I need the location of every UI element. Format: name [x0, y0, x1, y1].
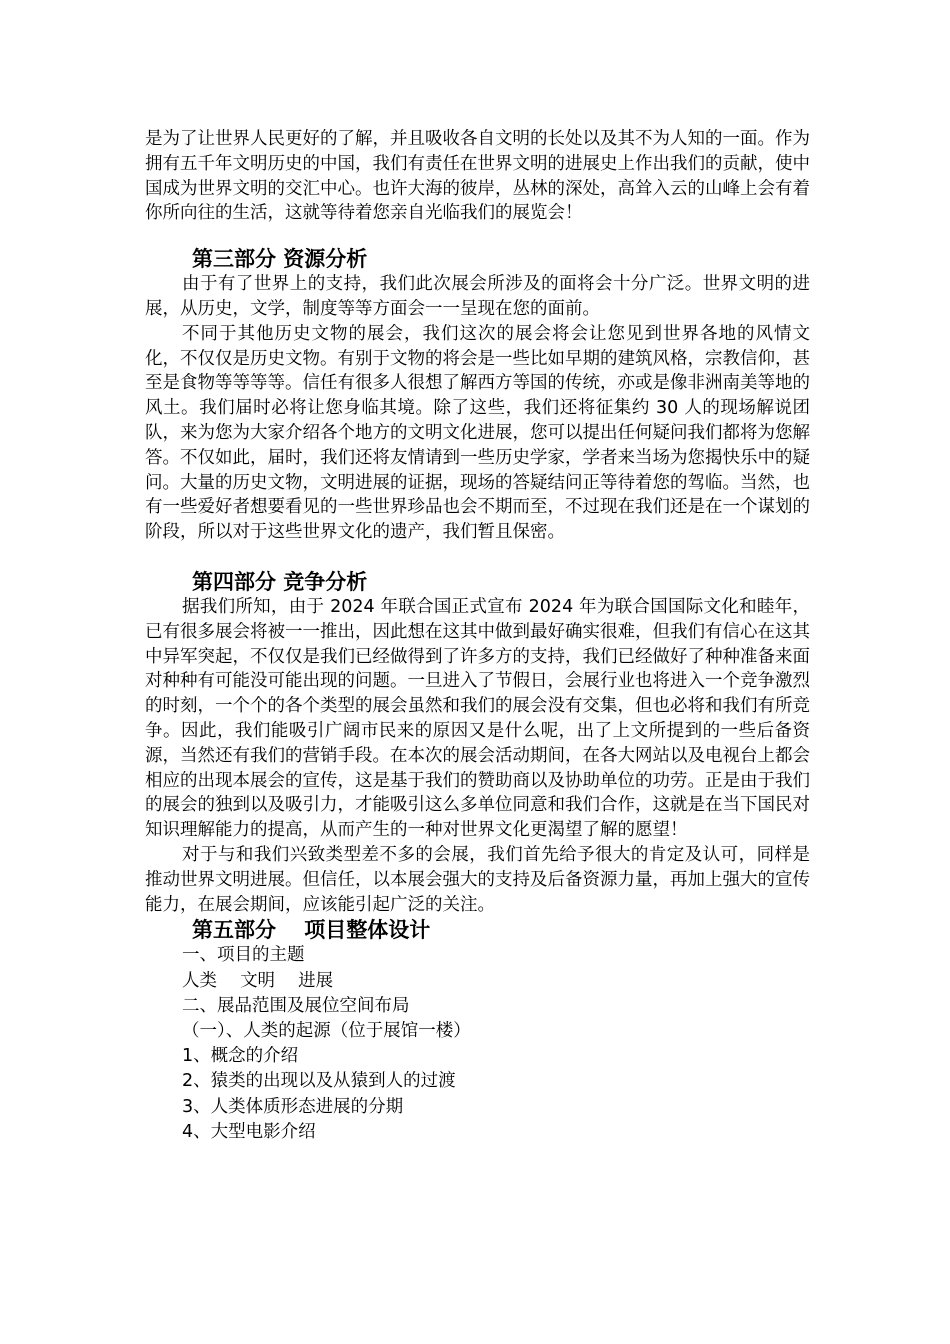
- section5-heading: 第五部分 项目整体设计: [192, 918, 431, 943]
- section5-item-scope-title: 二、展品范围及展位空间布局: [182, 995, 410, 1016]
- section5-item-theme-title: 一、项目的主题: [182, 945, 305, 966]
- section3-paragraph-1: 由于有了世界上的支持，我们此次展会所涉及的面将会十分广泛。世界文明的进展，从历史，文学，制度等等方面会一一呈现在您的面前。: [145, 274, 810, 319]
- section5-item-1: 1、概念的介绍: [182, 1046, 299, 1067]
- section5-item-4: 4、大型电影介绍: [182, 1121, 316, 1142]
- section3-heading: 第三部分 资源分析: [192, 247, 368, 272]
- document-page: [145, 127, 810, 1145]
- section5-item-subsection: （一）、人类的起源（位于展馆一楼）: [182, 1020, 471, 1041]
- section4-heading: 第四部分 竞争分析: [192, 569, 368, 594]
- section4-paragraph-1: 据我们所知，由于 2024 年联合国正式宣布 2024 年为联合国国际文化和睦年，已有很多展会将被一一推出，因此想在这其中做到最好确实很难，但我们有信心在这其中异军突起，不仅仅是我们已经做得到了许多方的支持，我们已经做好了种种准备来面对种种有可能没可能出现的问题。一旦进入了节假日，会展行业也将进入一个竞争激烈的时刻，一个个的各个类型的展会虽然和我们的展会没有交集，但也必将和我们有所竞争。因此，我们能吸引广阔市民来的原因又是什么呢，出了上文所提到的一些后备资源，当然还有我们的营销手段。在本次的展会活动期间，在各大网站以及电视台上都会相应的出现本展会的宣传，这是基于我们的赞助商以及协助单位的功劳。正是由于我们的展会的独到以及吸引力，才能吸引这么多单位同意和我们合作，这就是在当下国民对知识理解能力的提高，从而产生的一种对世界文化更渴望了解的愿望！: [145, 596, 810, 841]
- section3-paragraph-2: 不同于其他历史文物的展会，我们这次的展会将会让您见到世界各地的风情文化，不仅仅是历史文物。有别于文物的将会是一些比如早期的建筑风格，宗教信仰，甚至是食物等等等等。信任有很多人很想了解西方等国的传统，亦或是像非洲南美等地的风土。我们届时必将让您身临其境。除了这些，我们还将征集约 30 人的现场解说团队，来为您为大家介绍各个地方的文明文化进展，您可以提出任何疑问我们都将为您解答。不仅如此，届时，我们还将友情请到一些历史学家，学者来当场为您揭快乐中的疑问。大量的历史文物，文明进展的证据，现场的答疑结问正等待着您的驾临。当然，也有一些爱好者想要看见的一些世界珍品也会不期而至，不过现在我们还是在一个谋划的阶段，所以对于这些世界文化的遗产，我们暂且保密。: [145, 323, 810, 543]
- section5-item-3: 3、人类体质形态进展的分期: [182, 1096, 404, 1117]
- section4-paragraph-2: 对于与和我们兴致类型差不多的会展，我们首先给予很大的肯定及认可，同样是推动世界文明进展。但信任，以本展会强大的支持及后备资源力量，再加上强大的宣传能力，在展会期间，应该能引起广泛的关注。: [145, 844, 810, 915]
- intro-paragraph: 是为了让世界人民更好的了解，并且吸收各自文明的长处以及其不为人知的一面。作为拥有五千年文明历史的中国，我们有责任在世界文明的进展史上作出我们的贡献，使中国成为世界文明的交汇中心。也许大海的彼岸，丛林的深处，高耸入云的山峰上会有着你所向往的生活，这就等待着您亲自光临我们的展览会！: [145, 129, 810, 224]
- section5-item-theme: 人类 文明 进展: [182, 970, 334, 991]
- section5-item-2: 2、猿类的出现以及从猿到人的过渡: [182, 1071, 456, 1092]
